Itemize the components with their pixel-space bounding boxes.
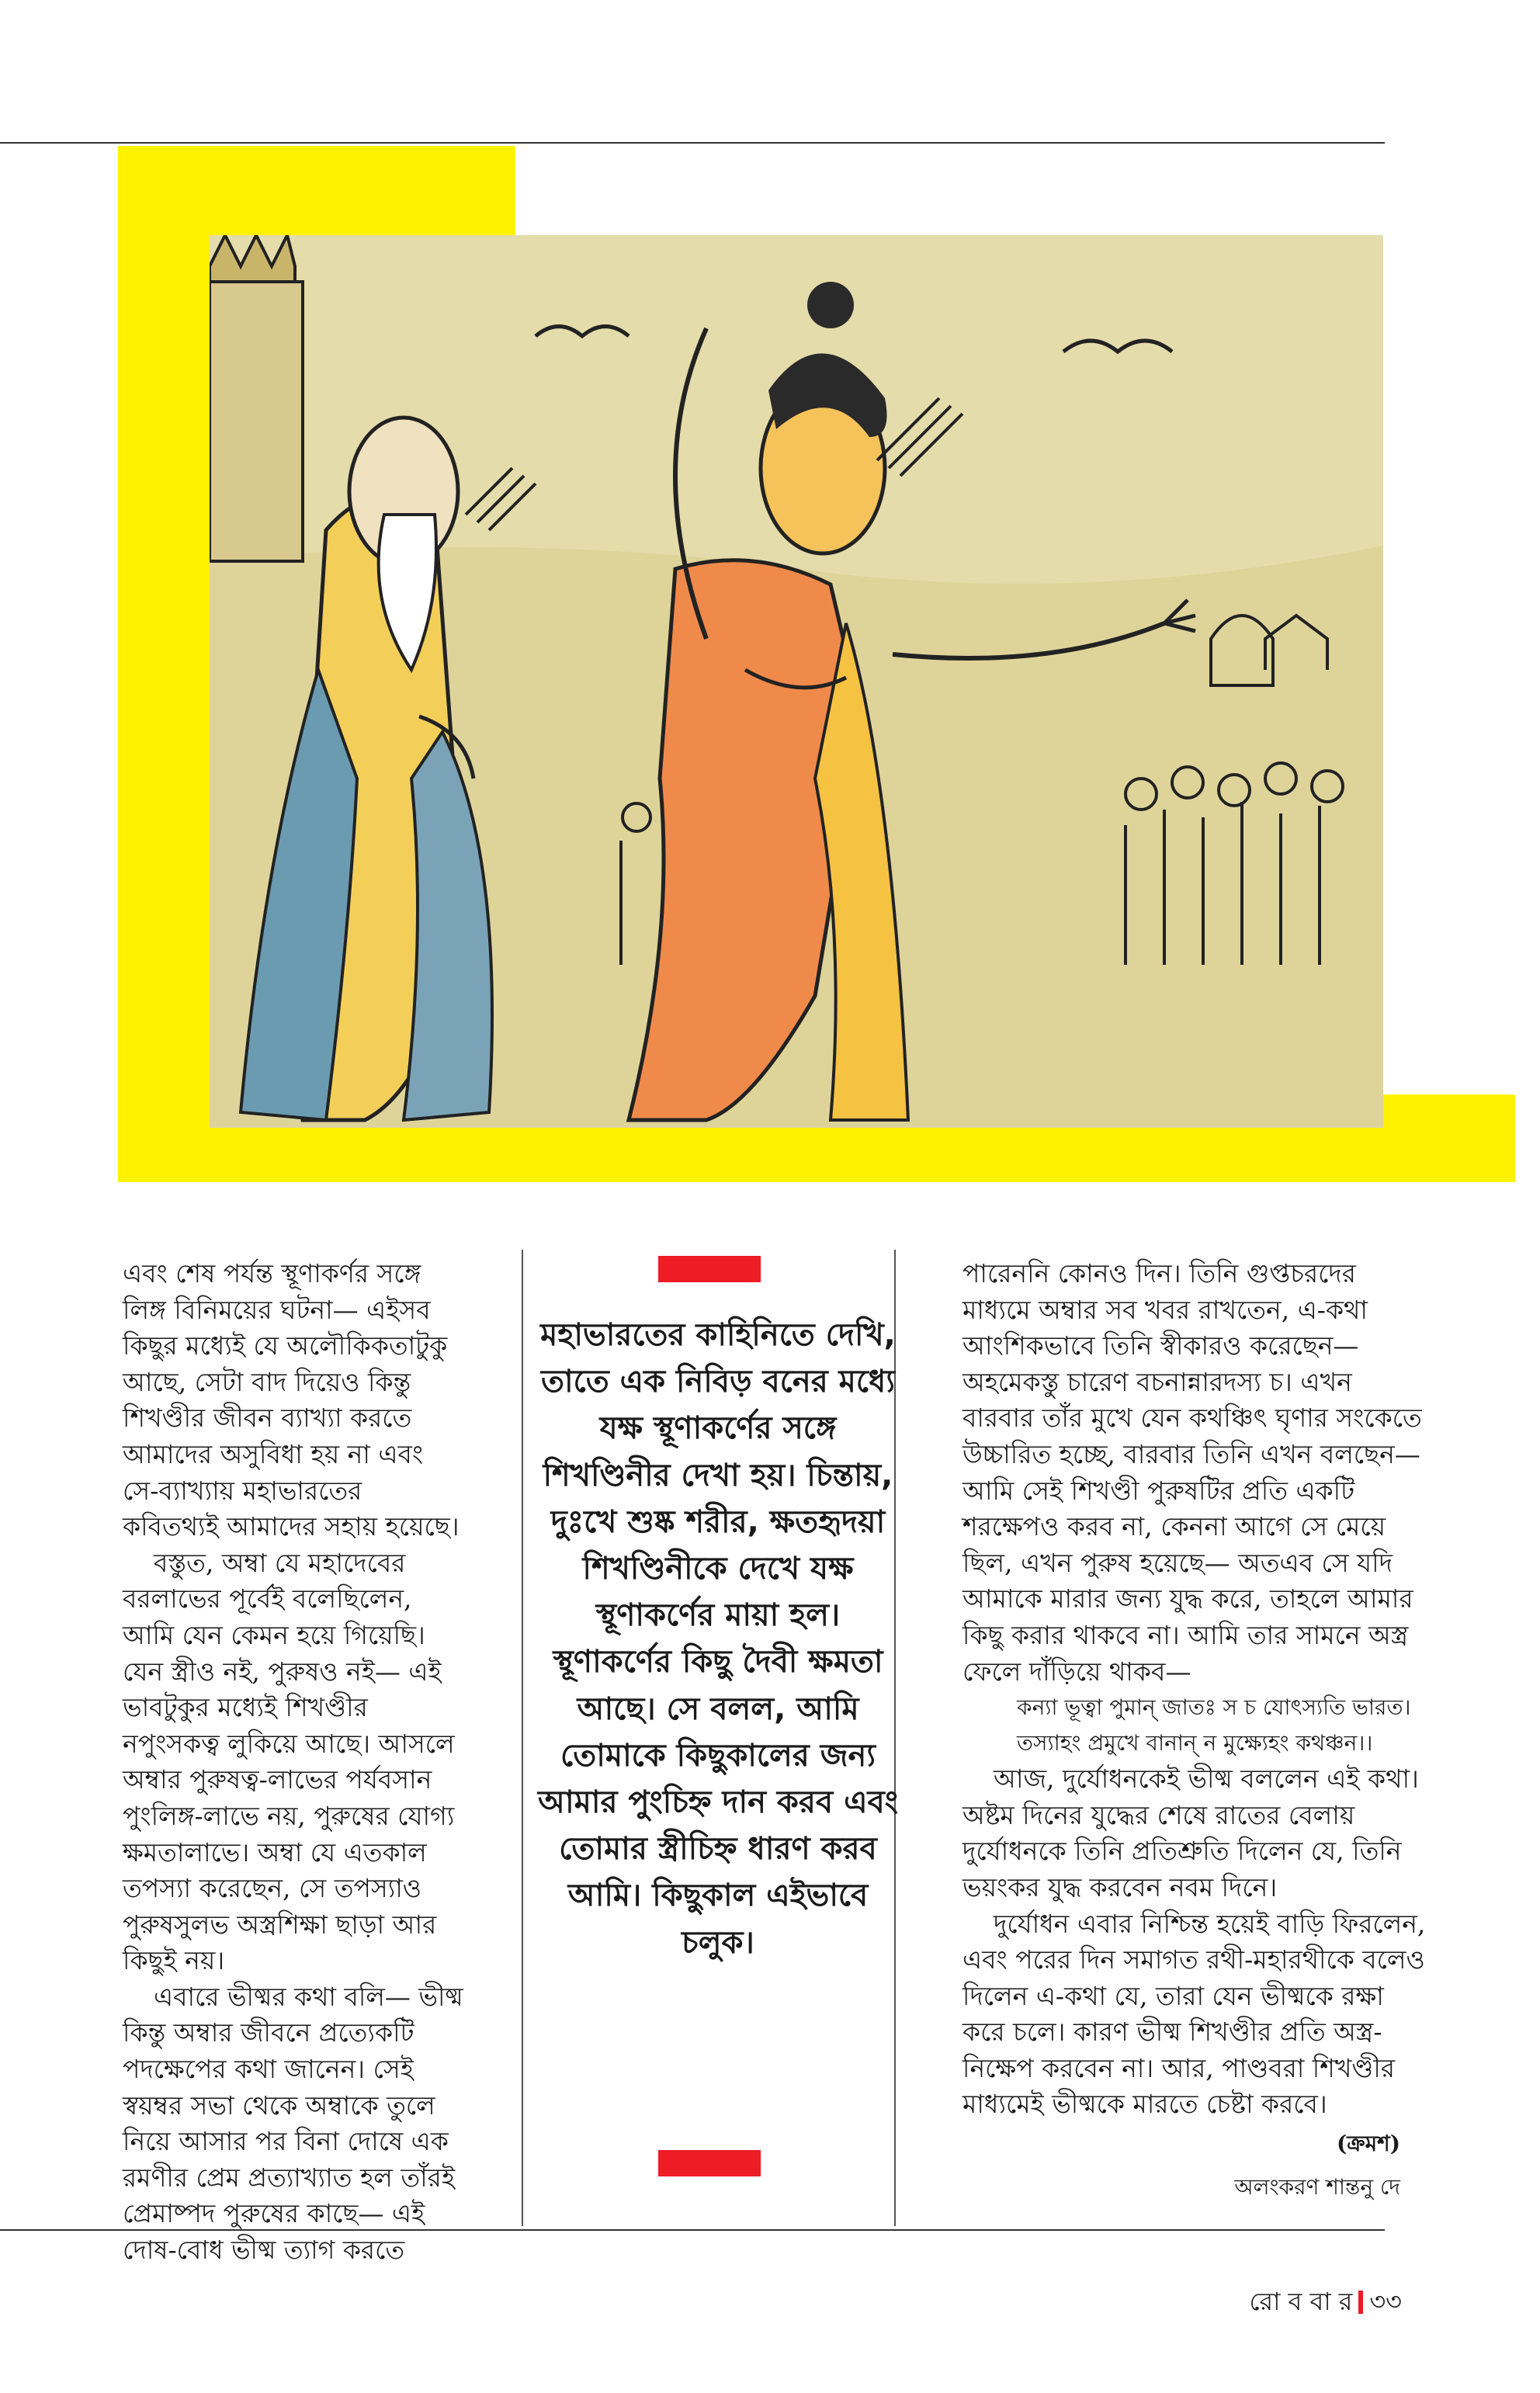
mahabharata-illustration: [210, 235, 1383, 1128]
sanskrit-verse-line-1: কন্যা ভূত্বা পুমান্ জাতঃ স চ যোৎস্যতি ভারত।: [1017, 1694, 1411, 1721]
continued-label: (ক্রমশ): [1336, 2131, 1400, 2156]
top-rule: [0, 142, 1385, 144]
column1-paragraph-2: বস্তুত, অম্বা যে মহাদেবের বরলাভের পূর্বেই বলেছিলেন, আমি যেন কেমন হয়ে গিয়েছি। যেন স্ত্রীও নই, পুরুষও নই— এই ভাবটুকুর মধ্যেই শিখণ্ডীর নপুংসকত্ব লুকিয়ে আছে। আসলে অম্বার পুরুষত্ব-লাভের পর্যবসান পুংলিঙ্গ-লাভে নয়, পুরুষের যোগ্য ক্ষমতালাভে। অম্বা যে এতকাল তপস্যা করেছেন, সে তপস্যাও পুরুষসুলভ অস্ত্রশিক্ষা ছাড়া আর কিছুই নয়।: [123, 1547, 455, 1976]
illustration-art: [210, 235, 1383, 1128]
magazine-name: রো ব বা র: [1249, 2287, 1353, 2316]
yellow-block-left: [118, 146, 211, 1182]
bottom-rule: [0, 2229, 1385, 2231]
column3-paragraph-2: আজ, দুর্যোধনকেই ভীষ্ম বললেন এই কথা। অষ্টম দিনের যুদ্ধের শেষে রাতের বেলায় দুর্যোধনকে তিনি প্রতিশ্রুতি দিলেন যে, তিনি ভয়ংকর যুদ্ধ করবেন নবম দিনে।: [962, 1764, 1419, 1902]
pullquote-text: মহাভারতের কাহিনিতে দেখি, তাতে এক নিবিড় বনের মধ্যে যক্ষ স্থূণাকর্ণের সঙ্গে শিখণ্ডিনীর দেখা হয়। চিন্তায়, দুঃখে শুষ্ক শরীর, ক্ষতহৃদয়া শিখণ্ডিনীকে দেখে যক্ষ স্থূণাকর্ণের মায়া হল। স্থূণাকর্ণের কিছু দৈবী ক্ষমতা আছে। সে বলল, আমি তোমাকে কিছুকালের জন্য আমার পুংচিহ্ন দান করব এবং তোমার স্ত্রীচিহ্ন ধারণ করব আমি। কিছুকাল এইভাবে চলুক।: [538, 1317, 898, 1961]
article-column-3: [962, 1256, 1428, 2123]
pullquote-bottom-bar: [658, 2150, 761, 2176]
pullquote-top-bar: [658, 1256, 761, 1282]
page-folio: [1249, 2282, 1402, 2324]
sanskrit-verse-line-2: তস্যাহং প্রমুখে বানান্ ন মুক্ষ্যেহং কথঞ্চন।।: [1017, 1730, 1373, 1757]
folio-separator: [1358, 2291, 1363, 2314]
column3-paragraph-3: দুর্যোধন এবার নিশ্চিন্ত হয়েই বাড়ি ফিরলেন, এবং পরের দিন সমাগত রথী-মহারথীকে বলেও দিলেন এ-কথা যে, তারা যেন ভীষ্মকে রক্ষা করে চলে। কারণ ভীষ্ম শিখণ্ডীর প্রতি অস্ত্র-নিক্ষেপ করবেন না। আর, পাণ্ডবরা শিখণ্ডীর মাধ্যমেই ভীষ্মকে মারতে চেষ্টা করবে।: [962, 1908, 1426, 2120]
page-number: ৩৩: [1369, 2287, 1402, 2316]
illustrator-credit: অলংকরণ শান্তনু দে: [1234, 2174, 1400, 2200]
pullquote: [536, 1312, 900, 1966]
column1-paragraph-3: এবারে ভীষ্মর কথা বলি— ভীষ্ম কিন্তু অম্বার জীবনে প্রত্যেকটি পদক্ষেপের কথা জানেন। সেই স্বয়ম্বর সভা থেকে অম্বাকে তুলে নিয়ে আসার পর বিনা দোষে এক রমণীর প্রেম প্রত্যাখ্যাত হল তাঁরই প্রেমাষ্পদ পুরুষের কাছে— এই দোষ-বোধ ভীষ্ম ত্যাগ করতে: [123, 1981, 463, 2266]
article-column-1: [123, 1256, 464, 2269]
column1-paragraph-1: এবং শেষ পর্যন্ত স্থূণাকর্ণর সঙ্গে লিঙ্গ বিনিময়ের ঘটনা— এইসব কিছুর মধ্যেই যে অলৌকিকতাটুকু আছে, সেটা বাদ দিয়েও কিন্তু শিখণ্ডীর জীবন ব্যাখ্যা করতে আমাদের অসুবিধা হয় না এবং সে-ব্যাখ্যায় মহাভারতের কবিতথ্যই আমাদের সহায় হয়েছে।: [123, 1258, 460, 1542]
column3-paragraph-1: পারেননি কোনও দিন। তিনি গুপ্তচরদের মাধ্যমে অম্বার সব খবর রাখতেন, এ-কথা আংশিকভাবে তিনি স্বীকারও করেছেন— অহমেকস্তু চারেণ বচনান্নারদস্য চ। এখন বারবার তাঁর মুখে যেন কথঞ্চিৎ ঘৃণার সংকেতে উচ্চারিত হচ্ছে, বারবার তিনি এখন বলছেন— আমি সেই শিখণ্ডী পুরুষটির প্রতি একটি শরক্ষেপও করব না, কেননা আগে সে মেয়ে ছিল, এখন পুরুষ হয়েছে— অতএব সে যদি আমাকে মারার জন্য যুদ্ধ করে, তাহলে আমার কিছু করার থাকবে না। আমি তার সামনে অস্ত্র ফেলে দাঁড়িয়ে থাকব—: [962, 1258, 1422, 1687]
column-divider-left: [522, 1250, 523, 2226]
